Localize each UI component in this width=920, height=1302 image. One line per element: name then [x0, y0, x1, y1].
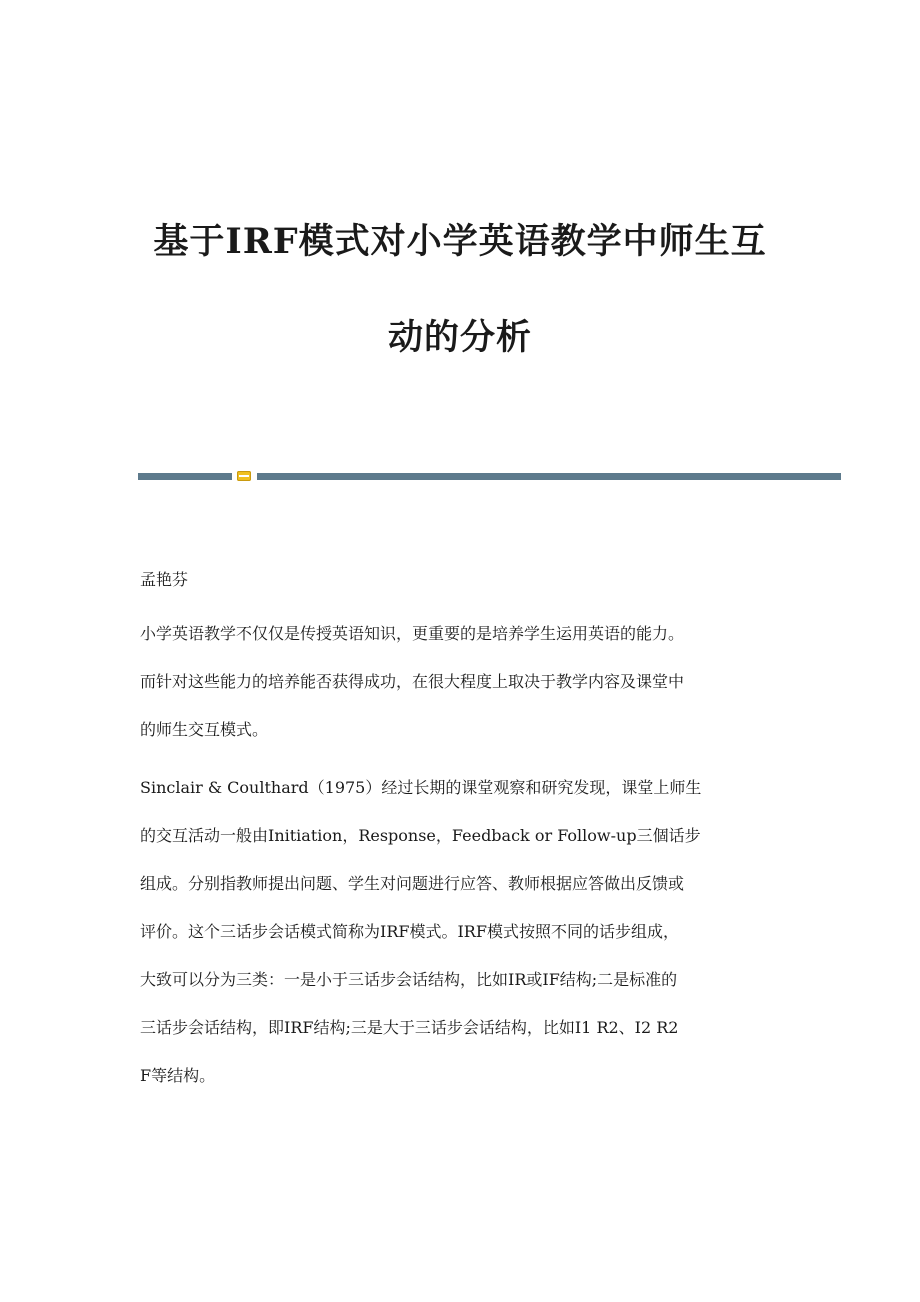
- document-title-line-2: 动的分析: [387, 317, 532, 358]
- divider-ornament-icon: [237, 471, 251, 481]
- document-title-line-1: 基于IRF模式对小学英语教学中师生互: [153, 221, 767, 262]
- divider-bar-left: [138, 473, 232, 480]
- paragraph-1: [140, 610, 782, 754]
- paragraph-2-line: 评价。这个三话步会话模式简称为IRF模式。IRF模式按照不同的话步组成，: [140, 922, 679, 941]
- paragraph-2: [140, 764, 782, 1100]
- paragraph-1-line: 的师生交互模式。: [140, 720, 269, 739]
- paragraph-2-line: F等结构。: [140, 1066, 216, 1085]
- paragraph-2-line: Sinclair & Coulthard（1975）经过长期的课堂观察和研究发现，课堂上师生: [140, 778, 702, 797]
- paragraph-2-line: 的交互活动一般由Initiation，Response，Feedback or Follow-up三個话步: [140, 826, 701, 845]
- title-divider: [138, 471, 841, 481]
- paragraph-2-line: 组成。分别指教师提出问题、学生对问题进行应答、教师根据应答做出反馈或: [140, 874, 685, 893]
- paragraph-2-line: 大致可以分为三类：一是小于三话步会话结构，比如IR或IF结构;二是标准的: [140, 970, 678, 989]
- paragraph-2-line: 三话步会话结构，即IRF结构;三是大于三话步会话结构，比如I1 R2、I2 R2: [140, 1018, 679, 1037]
- divider-bar-right: [257, 473, 841, 480]
- paragraph-1-line: 而针对这些能力的培养能否获得成功，在很大程度上取决于教学内容及课堂中: [140, 672, 685, 691]
- paragraph-1-line: 小学英语教学不仅仅是传授英语知识，更重要的是培养学生运用英语的能力。: [140, 624, 685, 643]
- author-name: 孟艳芬: [140, 570, 189, 589]
